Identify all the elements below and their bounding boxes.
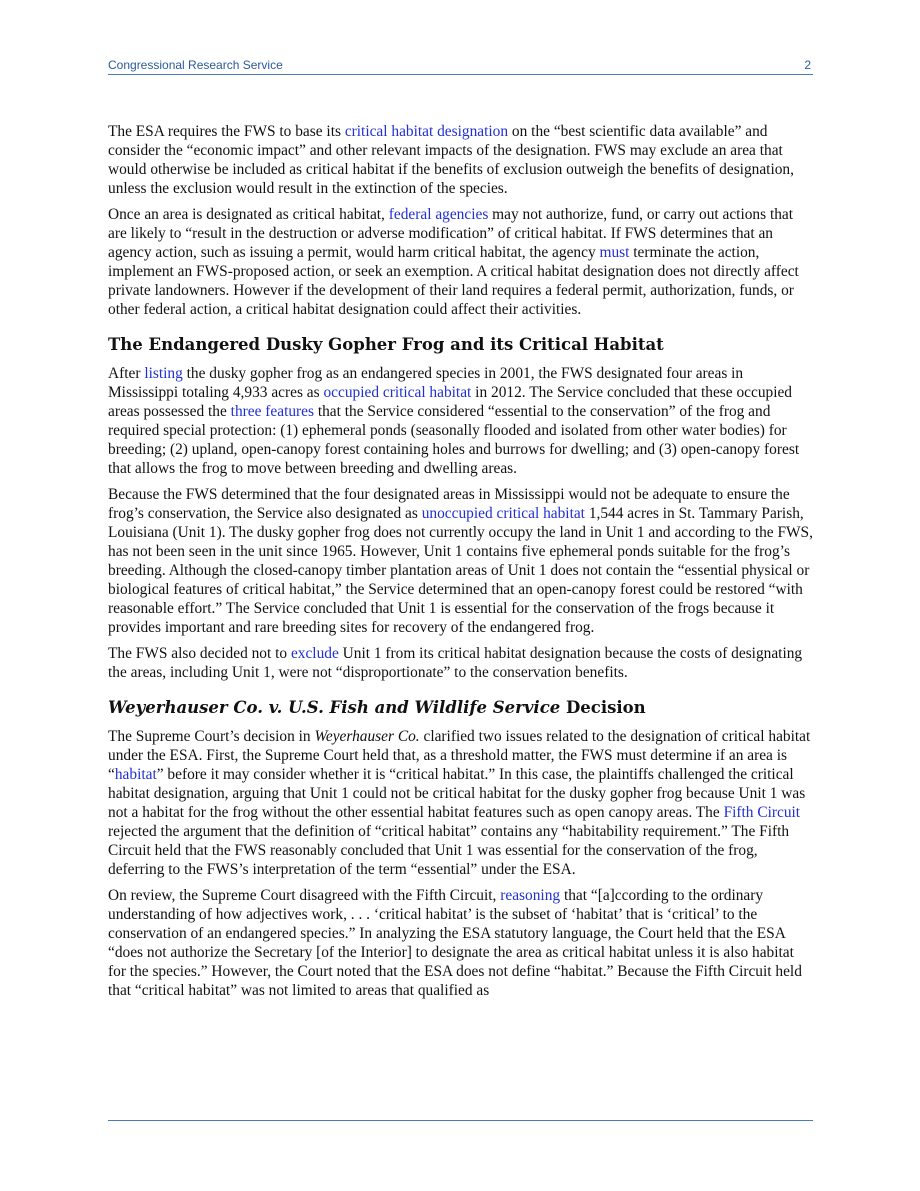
heading-suffix: Decision bbox=[560, 698, 646, 717]
link-must[interactable]: must bbox=[599, 244, 630, 261]
paragraph-unit-1 bbox=[108, 485, 814, 637]
link-listing[interactable]: listing bbox=[144, 365, 183, 382]
section-heading-weyerhauser-decision bbox=[108, 698, 814, 718]
link-three-features[interactable]: three features bbox=[230, 403, 314, 420]
text: in 2012. The Service concluded that these occupied areas possessed the bbox=[108, 384, 793, 420]
text: Once an area is designated as critical habitat, bbox=[108, 206, 389, 223]
paragraph-exclusion bbox=[108, 644, 814, 682]
link-exclude[interactable]: exclude bbox=[290, 645, 339, 662]
paragraph-supreme-court-decision bbox=[108, 727, 814, 879]
document-body bbox=[108, 122, 814, 1007]
paragraph-review bbox=[108, 886, 814, 1000]
paragraph-esa-requirements bbox=[108, 122, 814, 198]
text: rejected the argument that the definition of “critical habitat” contains any “habitability requirement.” The Fifth Circuit held that the FWS reasonably concluded that Unit 1 was essential for the conservation of the frog, deferring to the FWS’s interpretation of the term “essential” under the ESA. bbox=[108, 823, 790, 878]
link-reasoning[interactable]: reasoning bbox=[500, 887, 561, 904]
case-name-inline: Weyerhauser Co. bbox=[314, 728, 420, 745]
text: terminate the action, implement an FWS-proposed action, or seek an exemption. A critical habitat designation does not directly affect private landowners. However if the development of their land requires a federal permit, authorization, funds, or other federal action, a critical habitat designation could affect their activities. bbox=[108, 244, 799, 318]
text: The FWS also decided not to bbox=[108, 645, 291, 662]
link-unoccupied-critical-habitat[interactable]: unoccupied critical habitat bbox=[421, 505, 585, 522]
text: ” before it may consider whether it is “critical habitat.” In this case, the plaintiffs challenged the critical habitat designation, arguing that Unit 1 could not be critical habitat for the dusky gopher frog because Unit 1 was not a habitat for the frog without the other essential habitat features such as open canopy areas. The bbox=[108, 766, 806, 821]
text: clarified two issues related to the designation of critical habitat under the ESA. First, the Supreme Court held that, as a threshold matter, the FWS must determine if an area is “ bbox=[108, 728, 811, 783]
case-name: Weyerhauser Co. v. U.S. Fish and Wildlife Service bbox=[108, 698, 561, 717]
header-org-name: Congressional Research Service bbox=[108, 58, 283, 72]
link-occupied-critical-habitat[interactable]: occupied critical habitat bbox=[323, 384, 472, 401]
text: the dusky gopher frog as an endangered species in 2001, the FWS designated four areas in Mississippi totaling 4,933 acres as bbox=[108, 365, 744, 401]
text: Unit 1 from its critical habitat designation because the costs of designating the areas, including Unit 1, were not “disproportionate” to the conservation benefits. bbox=[108, 645, 803, 681]
text: After bbox=[108, 365, 145, 382]
link-fifth-circuit[interactable]: Fifth Circuit bbox=[723, 804, 801, 821]
text: Because the FWS determined that the four designated areas in Mississippi would not be adequate to ensure the frog’s conservation, the Service also designated as bbox=[108, 486, 790, 522]
page-number: 2 bbox=[804, 58, 811, 72]
link-habitat[interactable]: habitat bbox=[114, 766, 157, 783]
text: on the “best scientific data available” and consider the “economic impact” and other relevant impacts of the designation. FWS may exclude an area that would otherwise be included as critical habitat if the benefits of exclusion outweigh the benefits of designation, unless the exclusion would result in the extinction of the species. bbox=[108, 123, 794, 197]
paragraph-designation-effects bbox=[108, 205, 814, 319]
page-header bbox=[108, 57, 813, 75]
text: The Supreme Court’s decision in bbox=[108, 728, 315, 745]
link-critical-habitat-designation[interactable]: critical habitat designation bbox=[344, 123, 509, 140]
paragraph-listing bbox=[108, 364, 814, 478]
link-federal-agencies[interactable]: federal agencies bbox=[388, 206, 489, 223]
footer-rule bbox=[108, 1120, 813, 1121]
text: may not authorize, fund, or carry out actions that are likely to “result in the destruction or adverse modification” of critical habitat. If FWS determines that an agency action, such as issuing a permit, would harm critical habitat, the agency bbox=[108, 206, 794, 261]
text: The ESA requires the FWS to base its bbox=[108, 123, 345, 140]
text: that the Service considered “essential to the conservation” of the frog and required special protection: (1) ephemeral ponds (seasonally flooded and isolated from other water bodies) for breeding; (2) upland, open-canopy forest containing holes and burrows for dwelling; and (3) open-canopy forest that allows the frog to move between breeding and dwelling areas. bbox=[108, 403, 800, 477]
text: that “[a]ccording to the ordinary understanding of how adjectives work, . . . ‘critical habitat’ is the subset of ‘habitat’ that is ‘critical’ to the conservation of an endangered species.” In analyzing the ESA statutory language, the Court held that the ESA “does not authorize the Secretary [of the Interior] to designate the area as critical habitat unless it is also habitat for the species.” However, the Court noted that the ESA does not define “habitat.” Because the Fifth Circuit held that “critical habitat” was not limited to areas that qualified as bbox=[108, 887, 802, 999]
text: On review, the Supreme Court disagreed with the Fifth Circuit, bbox=[108, 887, 501, 904]
text: 1,544 acres in St. Tammary Parish, Louisiana (Unit 1). The dusky gopher frog does not currently occupy the land in Unit 1 and according to the FWS, has not been seen in the unit since 1965. However, Unit 1 contains five ephemeral ponds suitable for the frog’s breeding. Although the closed-canopy timber plantation areas of Unit 1 does not contain the “essential physical or biological features of critical habitat,” the Service determined that an open-canopy forest could be restored “with reasonable effort.” The Service concluded that Unit 1 is essential for the conservation of the frogs because it provides important and rare breeding sites for recovery of the endangered frog. bbox=[108, 505, 813, 636]
section-heading-dusky-gopher-frog: The Endangered Dusky Gopher Frog and its Critical Habitat bbox=[108, 335, 664, 354]
